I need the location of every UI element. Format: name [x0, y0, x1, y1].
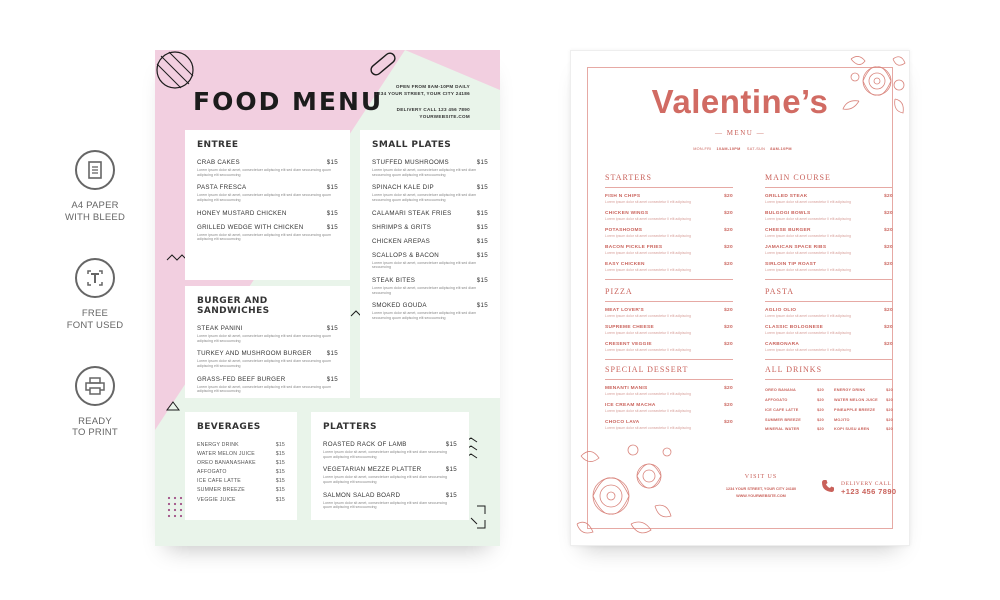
drink-item: KOPI SUSU AREN $20: [834, 427, 893, 432]
beverage-item: ENERGY DRINK $15: [197, 442, 285, 448]
menu-item: MEAT LOVER'S $20 Lorem ipsum dolor sit amet consectetur Il elit adipiscing: [605, 308, 733, 318]
menu-item: CHICKEN AREPAS $15: [372, 237, 488, 245]
beverage-item: VEGGIE JUICE $15: [197, 496, 285, 503]
main-course-section: [765, 173, 893, 280]
menu-item: STEAK PANINI $15 Lorem ipsum dolor sit amet, consectetuer adipiscing elit sed diam seccumcing quum adipiscing elit seccuumcing: [197, 325, 338, 343]
beverage-item: WATER MELON JUICE $15: [197, 451, 285, 458]
food-menu-title: FOOD MENU: [193, 87, 384, 116]
menu-item: STEAK BITES $15 Lorem ipsum dolor sit amet, consectetuer adipiscing elit sed diam seccumcing: [372, 277, 488, 295]
starters-section: [605, 173, 733, 280]
beverage-item: SUMMER BREEZE $15: [197, 487, 285, 494]
special-dessert-section: [605, 365, 733, 437]
printer-icon: [75, 366, 115, 406]
phone-icon: [821, 479, 835, 498]
food-menu-card: [155, 50, 500, 546]
small-plates-panel: [360, 130, 500, 398]
valentine-title: Valentine’s: [651, 83, 829, 120]
section-title: PLATTERS: [323, 422, 377, 432]
feature-a4-paper: [55, 150, 135, 224]
visit-title: VISIT US: [744, 474, 778, 480]
section-title: PIZZA: [605, 287, 733, 302]
section-title: MAIN COURSE: [765, 173, 893, 188]
opening-hours: MON-FRI 10AM-10PM SAT-SUN 8AM-10PM: [693, 147, 792, 151]
section-title: PASTA: [765, 287, 893, 302]
beverage-item: ICE CAFE LATTE $15: [197, 478, 285, 485]
valentine-subtitle: — MENU —: [714, 129, 766, 137]
feature-label: A4 PAPER WITH BLEED: [64, 200, 126, 223]
drink-item: MOJITO $20: [834, 417, 893, 422]
menu-item: BACON PICKLE FRIES $20 Lorem ipsum dolor sit amet consectetur Il elit adipiscing: [605, 245, 733, 255]
beverage-item: OREO BANANASHAKE $15: [197, 460, 285, 467]
drink-item: MINERAL WATER $20: [765, 427, 824, 432]
menu-item: AGLIO OLIO $20 Lorem ipsum dolor sit amet consectetur Il elit adipiscing: [765, 308, 893, 318]
drink-item: AFFOGATO $20: [765, 397, 824, 402]
menu-item: SIRLOIN TIP ROAST $20 Lorem ipsum dolor sit amet consectetur Il elit adipiscing: [765, 262, 893, 272]
visit-us-block: [711, 474, 811, 500]
menu-item: CALAMARI STEAK FRIES $15: [372, 209, 488, 217]
menu-item: CLASSIC BOLOGNESE $20 Lorem ipsum dolor sit amet consectetur Il elit adipiscing: [765, 325, 893, 335]
section-title: SPECIAL DESSERT: [605, 365, 733, 380]
menu-item: SCALLOPS & BACON $15 Lorem ipsum dolor sit amet, consectetuer adipiscing elit sed diam seccumcing: [372, 251, 488, 270]
menu-item: STUFFED MUSHROOMS $15 Lorem ipsum dolor sit amet, consectetuer adipiscing elit sed diam seccumcing quum adipiscing elit seccuumcing: [372, 159, 488, 177]
menu-item: SALMON SALAD BOARD $15 Lorem ipsum dolor sit amet, consectetuer adipiscing elit sed diam seccumcing quum adipiscing elit seccuumcing: [323, 491, 457, 510]
visit-website: WWW.YOURWEBSITE.COM: [736, 493, 786, 498]
document-icon: [75, 150, 115, 190]
section-title: STARTERS: [605, 173, 733, 188]
feature-label: FREE FONT USED: [66, 307, 124, 331]
entree-panel: [185, 130, 350, 280]
visit-address: 1234 YOUR STREET, YOUR CITY 24180: [725, 487, 797, 491]
menu-item: GRILLED STEAK $20 Lorem ipsum dolor sit amet consectetur Il elit adipiscing: [765, 194, 893, 204]
drink-item: ICE CAFE LATTE $20: [765, 407, 824, 412]
menu-item: GRASS-FED BEEF BURGER $15 Lorem ipsum dolor sit amet, consectetuer adipiscing elit sed diam seccumcing quum adipiscing elit seccuumcing: [197, 375, 338, 394]
pasta-section: [765, 287, 893, 360]
drink-item: WATER MELON JUICE $20: [834, 397, 893, 402]
menu-item: MENANTI MANIS $20 Lorem ipsum dolor sit amet consectetur Il elit adipiscing: [605, 386, 733, 396]
drinks-grid: [765, 386, 893, 435]
beverage-item: AFFOGATO $15: [197, 469, 285, 476]
floral-ornament-bottom: [571, 436, 681, 546]
pizza-section: [605, 287, 733, 360]
section-title: SMALL PLATES: [372, 140, 452, 150]
drink-item: OREO BANANA $20: [765, 388, 824, 392]
menu-item: POTASHOOMS $20 Lorem ipsum dolor sit amet consectetur Il elit adipiscing: [605, 228, 733, 238]
drink-item: ENERGY DRINK $20: [834, 388, 893, 392]
delivery-block: [821, 479, 896, 498]
menu-item: CHOCO LAVA $20 Lorem ipsum dolor sit amet consectetur Il elit adipiscing: [605, 420, 733, 430]
menu-item: PASTA FRESCA $15 Lorem ipsum dolor sit amet, consectetuer adipiscing elit sed diam seccumcing quum adipiscing elit seccuumcing: [197, 184, 338, 203]
beverages-panel: [185, 412, 297, 520]
menu-item: VEGETARIAN MEZZE PLATTER $15 Lorem ipsum dolor sit amet, consectetuer adipiscing elit sed diam seccumcing quum adipiscing elit seccuumcing: [323, 466, 457, 485]
menu-item: SUPREME CHEESE $20 Lorem ipsum dolor sit amet consectetur Il elit adipiscing: [605, 325, 733, 335]
drink-item: PINEAPPLE BREEZE $20: [834, 407, 893, 412]
menu-item: ROASTED RACK OF LAMB $15 Lorem ipsum dolor sit amet, consectetuer adipiscing elit sed diam seccumcing quum adipiscing elit seccuumcing: [323, 441, 457, 459]
menu-item: BULGOGI BOWLS $20 Lorem ipsum dolor sit amet consectetur Il elit adipiscing: [765, 211, 893, 221]
menu-item: GRILLED WEDGE WITH CHICKEN $15 Lorem ipsum dolor sit amet, consectetuer adipiscing elit sed diam seccumcing quum adipiscing elit seccuumcing: [197, 223, 338, 242]
food-menu-info: OPEN FROM 8AM-10PM DAILY 1234 YOUR STREET, YOUR CITY 24186 DELIVERY CALL 123 456 7890 YOURWEBSITE.COM: [375, 84, 470, 120]
feature-ready-to-print: [55, 366, 135, 440]
menu-item: SPINACH KALE DIP $15 Lorem ipsum dolor sit amet, consectetuer adipiscing elit sed diam seccumcing quum adipiscing elit seccuumcing: [372, 184, 488, 203]
feature-free-font: [55, 258, 135, 332]
section-title: ENTREE: [197, 140, 239, 150]
menu-item: FISH N CHIPS $20 Lorem ipsum dolor sit amet consectetur Il elit adipiscing: [605, 194, 733, 204]
section-title: BURGER AND SANDWICHES: [197, 296, 270, 316]
delivery-phone: +123 456 7890: [841, 487, 897, 496]
font-icon: [75, 258, 115, 298]
drink-item: SUMMER BREEZE $20: [765, 417, 824, 422]
burger-panel: [185, 286, 350, 398]
menu-item: HONEY MUSTARD CHICKEN $15: [197, 209, 338, 217]
menu-item: SHRIMPS & GRITS $15: [372, 223, 488, 231]
menu-item: JAMAICAN SPACE RIBS $20 Lorem ipsum dolor sit amet consectetur Il elit adipiscing: [765, 245, 893, 255]
section-title: ALL DRINKS: [765, 365, 893, 380]
section-title: BEVERAGES: [197, 422, 261, 432]
platters-panel: [311, 412, 469, 520]
menu-item: TURKEY AND MUSHROOM BURGER $15 Lorem ipsum dolor sit amet, consectetuer adipiscing elit sed diam seccumcing quum adipiscing elit seccuumcing: [197, 350, 338, 369]
menu-item: CHEESE BURGER $20 Lorem ipsum dolor sit amet consectetur Il elit adipiscing: [765, 228, 893, 238]
menu-item: CRESENT VEGGIE $20 Lorem ipsum dolor sit amet consectetur Il elit adipiscing: [605, 342, 733, 352]
valentine-menu-card: [570, 50, 910, 546]
menu-item: CARBONARA $20 Lorem ipsum dolor sit amet consectetur Il elit adipiscing: [765, 342, 893, 352]
menu-item: SMOKED GOUDA $15 Lorem ipsum dolor sit amet, consectetuer adipiscing elit sed diam seccumcing quum adipiscing elit seccuumcing: [372, 302, 488, 321]
feature-label: READY TO PRINT: [72, 415, 118, 439]
menu-item: CRAB CAKES $15 Lorem ipsum dolor sit amet, consectetuer adipiscing elit sed diam seccumcing quum adipiscing elit seccuumcing: [197, 159, 338, 177]
all-drinks-section: [765, 365, 893, 435]
delivery-label: DELIVERY CALL: [841, 481, 892, 487]
menu-item: CHICKEN WINGS $20 Lorem ipsum dolor sit amet consectetur Il elit adipiscing: [605, 211, 733, 221]
menu-item: ICE CREAM MACHA $20 Lorem ipsum dolor sit amet consectetur Il elit adipiscing: [605, 403, 733, 413]
features-column: [55, 150, 135, 473]
menu-item: EASY CHICKEN $20 Lorem ipsum dolor sit amet consectetur Il elit adipiscing: [605, 262, 733, 272]
